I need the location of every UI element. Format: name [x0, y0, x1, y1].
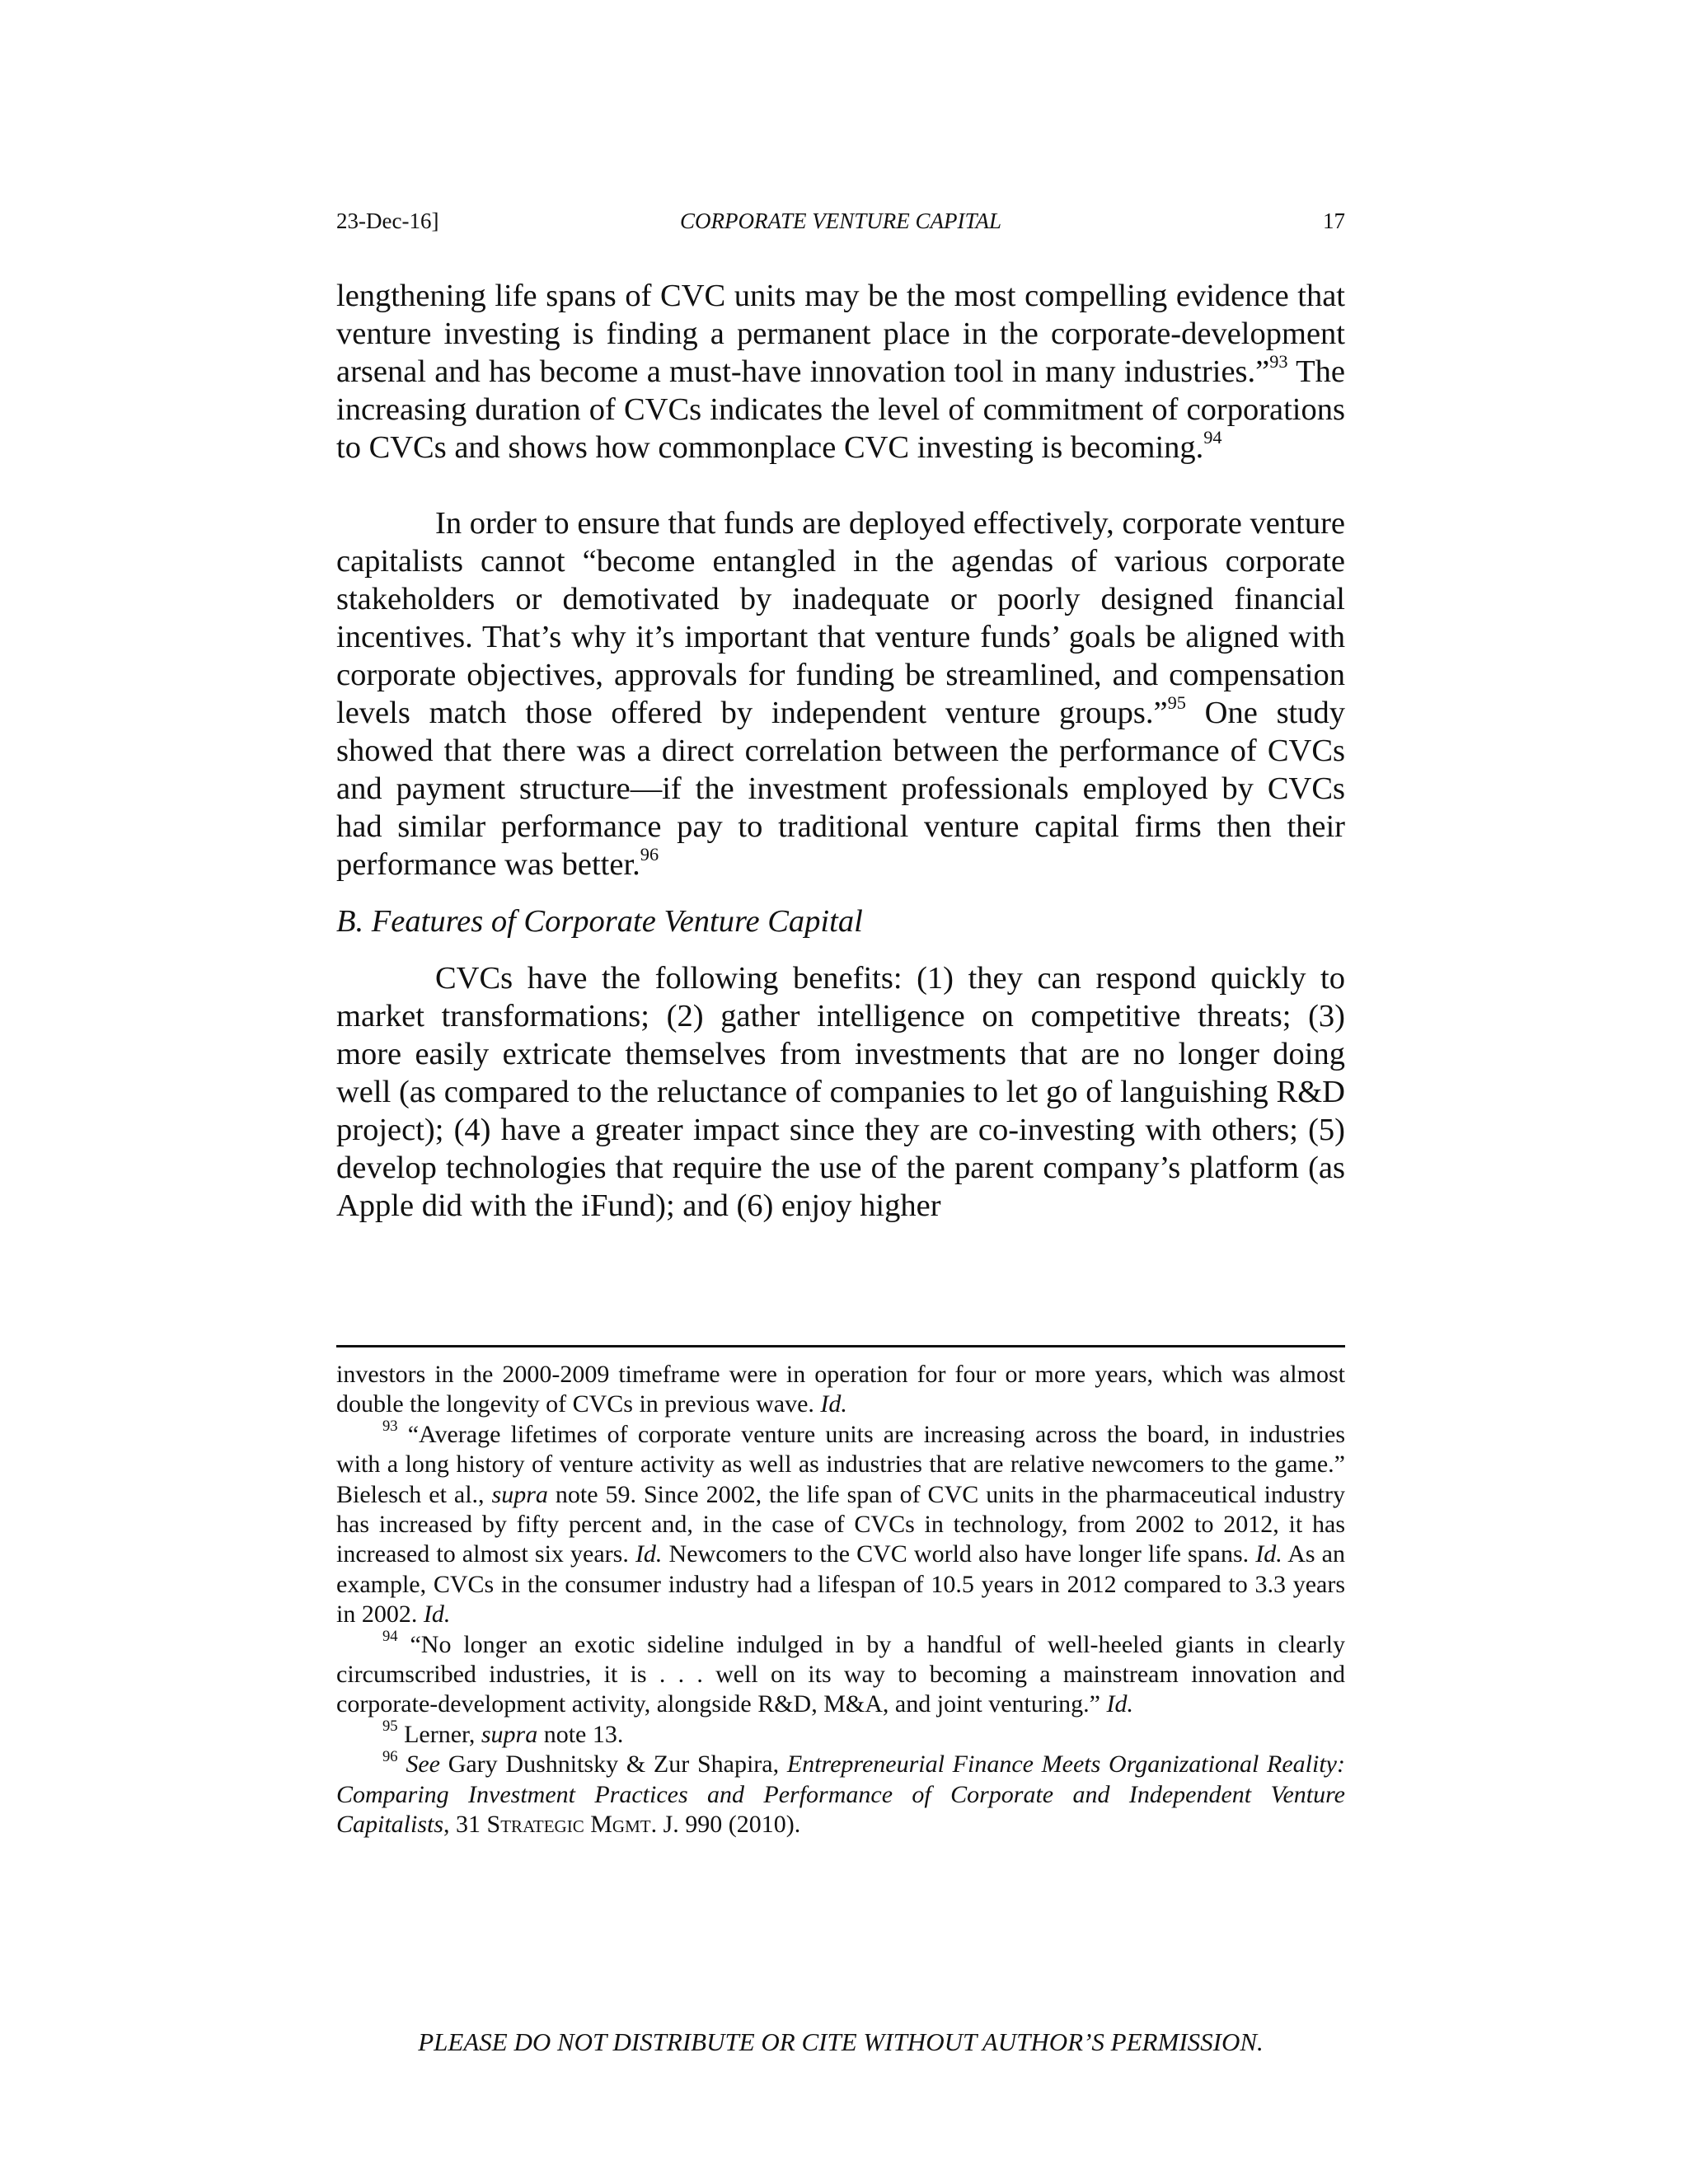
header-title: CORPORATE VENTURE CAPITAL: [680, 209, 1001, 233]
footnote-ref-94[interactable]: 94: [1203, 426, 1222, 448]
footnote-95: $^{95}$ Lerner, supra note 13.: [382, 1718, 624, 1748]
main-body: [336, 277, 1345, 1225]
body-paragraph-3: CVCs have the following benefits: (1) they can respond quickly to market transformations; (2) gather intelligence on competitive threats; (3) more easily extricate themselves from investments that are no longer doing well (as compared to the reluctance of companies to let go of languishing R&D project); (4) have a greater impact since they are co-investing with others; (5) develop technologies that require the use of the parent company’s platform (as Apple did with the iFund); and (6) enjoy higher: [336, 961, 1345, 1223]
footnotes: [336, 1360, 1345, 1840]
footnote-ref-95[interactable]: 95: [1167, 691, 1186, 713]
distribution-notice: PLEASE DO NOT DISTRIBUTE OR CITE WITHOUT AUTHOR’S PERMISSION.: [418, 2027, 1264, 2056]
footnote-93: $^{93}$ “Average lifetimes of corporate venture units are increasing across the board, in industries with a long history of venture activity as well as industries that are relative newcomers to the game.” Bielesch et al., supra note 59. Since 2002, the life span of CVC units in the pharmaceutical industry has increased by fifty percent and, in the case of CVCs in technology, from 2002 to 2012, it has increased to almost six years. Id. Newcomers to the CVC world also have longer life spans. Id. As an example, CVCs in the consumer industry had a lifespan of 10.5 years in 2012 compared to 3.3 years in 2002. Id.: [336, 1418, 1345, 1629]
footnote-separator: [336, 1345, 1345, 1347]
running-header: [336, 204, 1345, 237]
body-paragraph-1: lengthening life spans of CVC units may be the most compelling evidence that venture investing is finding a permanent place in the corporate-development arsenal and has become a must-have innovation tool in many industries.”$^{93}$ The increasing duration of CVCs indicates the level of commitment of corporations to CVCs and shows how commonplace CVC investing is becoming.$^{94}$: [336, 279, 1345, 465]
page-number: 17: [1323, 209, 1345, 233]
footnote-ref-93[interactable]: 93: [1269, 350, 1288, 372]
footnote-94: $^{94}$ “No longer an exotic sideline indulged in by a handful of well-heeled giants in clearly circumscribed industries, it is . . . well on its way to becoming a mainstream innovation and corporate-development activity, alongside R&D, M&A, and joint venturing.” Id.: [336, 1627, 1345, 1718]
section-heading: B. Features of Corporate Venture Capital: [336, 904, 863, 939]
footnote-92-continued: investors in the 2000-2009 timeframe were in operation for four or more years, which was almost double the longevity of CVCs in previous wave. Id.: [336, 1361, 1345, 1418]
header-date: 23-Dec-16]: [336, 209, 439, 233]
footnote-ref-96[interactable]: 96: [640, 843, 659, 865]
body-paragraph-2: In order to ensure that funds are deployed effectively, corporate venture capitalists cannot “become entangled in the agendas of various corporate stakeholders or demotivated by inadequate or poorly designed financial incentives. That’s why it’s important that venture funds’ goals be aligned with corporate objectives, approvals for funding be streamlined, and compensation levels match those offered by independent venture groups.”$^{95}$ One study showed that there was a direct correlation between the performance of CVCs and payment structure—if the investment professionals employed by CVCs had similar performance pay to traditional venture capital firms then their performance was better.$^{96}$: [336, 506, 1345, 882]
footnote-96: $^{96}$ See Gary Dushnitsky & Zur Shapira, Entrepreneurial Finance Meets Organizational Reality: Comparing Investment Practices and Performance of Corporate and Independent Venture Capitalists, 31 Strategic Mgmt. J. 990 (2010).: [336, 1747, 1345, 1839]
